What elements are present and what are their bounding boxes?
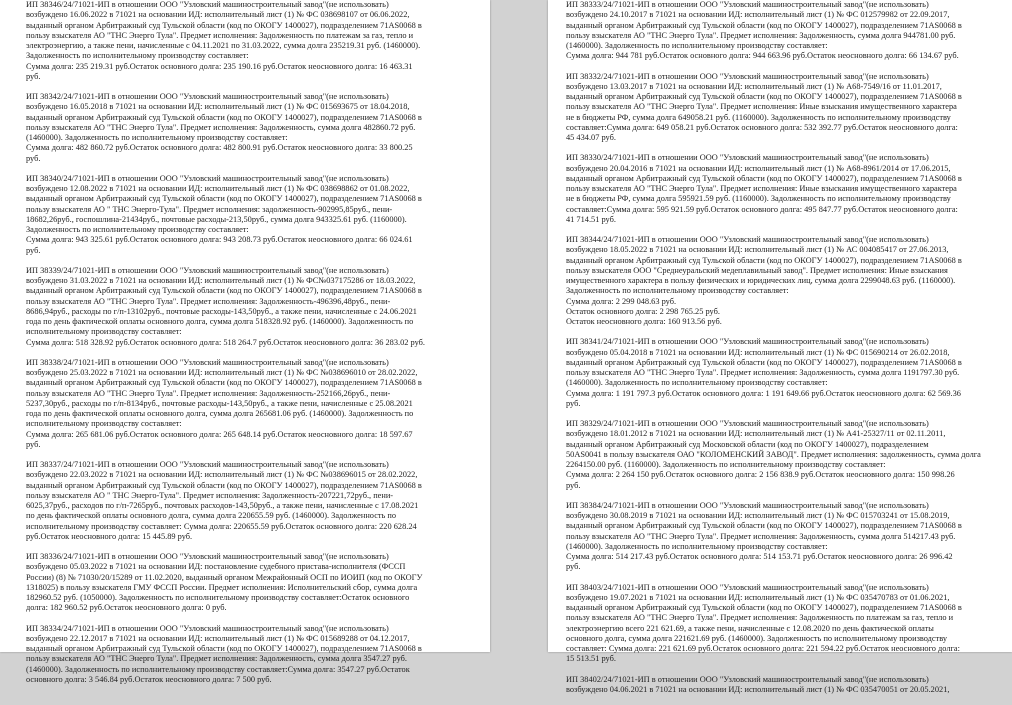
- enforcement-entry: [566, 72, 1004, 154]
- entry-text-line: руб.: [566, 399, 1004, 409]
- entry-text-line: Сумма долга: 944 781 руб.Остаток основного долга: 944 663.96 руб.Остаток неосновного долга: 66 134.67 руб.: [566, 51, 1004, 61]
- entry-text-line: 6025,37руб., расходов по г/п-7265руб., почтовых расходов-143,50руб., а также пени, начисленные с 17.08.2021: [26, 501, 478, 511]
- entry-text-line: (1460000). Задолженность по исполнительному производству составляет:: [566, 378, 1004, 388]
- entry-text-line: 182960.52 руб. (1050000). Задолженность по исполнительному производству составляет:Остаток основного: [26, 593, 478, 603]
- entry-text-line: (1460000). Задолженность по исполнительному производству составляет:: [566, 542, 1004, 552]
- entry-text-line: возбуждено 13.03.2017 в 71021 на основании ИД: исполнительный лист (1) № А68-7549/16 от 11.01.2017,: [566, 82, 1004, 92]
- entry-text-line: 8686,94руб., расходы по г/п-13102руб., почтовые расходы-143,50руб., а также пени, начисленные с 24.06.2021: [26, 307, 478, 317]
- entry-text-line: 45 434.07 руб.: [566, 133, 1004, 143]
- entry-text-line: возбуждено 25.03.2022 в 71021 на основании ИД: исполнительный лист (1) № ФС №038696010 от 28.02.2022,: [26, 368, 478, 378]
- entry-text-line: пользу взыскателя АО "ТНС Энерго Тула". Предмет исполнения: Задолженность-252166,26руб., пени-: [26, 389, 478, 399]
- entry-text-line: составляет:Сумма долга: 595 921.59 руб.Остаток основного долга: 495 847.77 руб.Остаток неосновного долга:: [566, 205, 1004, 215]
- entry-text-line: ИП 38334/24/71021-ИП в отношении ООО "Узловский машиностроительный завод"(не использовать): [26, 624, 478, 634]
- entry-text-line: составляет: Сумма долга: 221 621.69 руб.Остаток основного долга: 221 594.22 руб.Остаток неосновного долга:: [566, 644, 1004, 654]
- entry-text-line: Сумма долга: 514 217.43 руб.Остаток основного долга: 514 153.71 руб.Остаток неосновного долга: 26 996.42: [566, 552, 1004, 562]
- entry-text-line: ИП 38338/24/71021-ИП в отношении ООО "Узловский машиностроительный завод"(не использовать): [26, 358, 478, 368]
- enforcement-entry: [26, 552, 478, 624]
- entry-text-line: возбуждено 16.06.2022 в 71021 на основании ИД: исполнительный лист (1) № ФС 038698107 от 06.06.2022,: [26, 10, 478, 20]
- entry-text-line: ИП 38339/24/71021-ИП в отношении ООО "Узловский машиностроительный завод"(не использовать): [26, 266, 478, 276]
- entry-text-line: ИП 38403/24/71021-ИП в отношении ООО "Узловский машиностроительный завод"(не использовать): [566, 583, 1004, 593]
- entry-text-line: ИП 38329/24/71021-ИП в отношении ООО "Узловский машиностроительный завод"(не использовать): [566, 419, 1004, 429]
- entry-text-line: руб.: [566, 481, 1004, 491]
- entry-text-line: возбуждено 20.04.2016 в 71021 на основании ИД: исполнительный лист (1) № А68-8961/2014 от 17.06.2015,: [566, 164, 1004, 174]
- entry-separator: [26, 614, 478, 624]
- entry-text-line: пользу взыскателя АО "ТНС Энерго Тула". Предмет исполнения: Иные взыскания имущественного характера: [566, 102, 1004, 112]
- entry-text-line: руб.: [26, 246, 478, 256]
- entry-separator: [26, 685, 478, 695]
- entries-list-left: [0, 0, 490, 695]
- entry-text-line: выданный органом Арбитражный суд Тульской области (код по ОКОГУ 1400027), подразделением 71AS0068 в: [566, 92, 1004, 102]
- entry-text-line: выданный органом Арбитражный суд Тульской области (код по ОКОГУ 1400027), подразделением 71AS0068 в: [566, 603, 1004, 613]
- entry-text-line: России) (8) № 71030/20/15289 от 11.02.2020, выданный органом Межрайонный ОСП по ИОИП (код по ОКОГУ: [26, 573, 478, 583]
- entry-text-line: возбуждено 05.04.2018 в 71021 на основании ИД: исполнительный лист (1) № ФС 015690214 от 26.02.2018,: [566, 348, 1004, 358]
- entries-list-right: [548, 0, 1012, 705]
- entry-text-line: ИП 38330/24/71021-ИП в отношении ООО "Узловский машиностроительный завод"(не использовать): [566, 153, 1004, 163]
- entry-text-line: ИП 38346/24/71021-ИП в отношении ООО "Узловский машиностроительный завод"(не использовать): [26, 0, 478, 10]
- entry-text-line: года по день фактической оплаты основного долга, сумма долга 518328.92 руб. (1460000). Задолженность по: [26, 317, 478, 327]
- enforcement-entry: [566, 419, 1004, 501]
- entry-text-line: возбуждено 22.12.2017 в 71021 на основании ИД: исполнительный лист (1) № ФС 015689288 от 04.12.2017,: [26, 634, 478, 644]
- entry-text-line: выданный органом Арбитражный суд Тульской области (код по ОКОГУ 1400027), подразделением 71AS0068 в: [26, 21, 478, 31]
- entry-text-line: ИП 38402/24/71021-ИП в отношении ООО "Узловский машиностроительный завод"(не использовать): [566, 675, 1004, 685]
- entry-text-line: руб.Остаток неосновного долга: 15 445.89 руб.: [26, 532, 478, 542]
- entry-text-line: возбуждено 18.01.2012 в 71021 на основании ИД: исполнительный лист (1) № А41-25327/11 от 02.11.2011,: [566, 429, 1004, 439]
- entry-text-line: Задолженность по исполнительному производству составляет:: [26, 51, 478, 61]
- entry-text-line: ИП 38337/24/71021-ИП в отношении ООО "Узловский машиностроительный завод"(не использовать): [26, 460, 478, 470]
- enforcement-entry: [566, 235, 1004, 337]
- entry-text-line: 5237,30руб., расходы по г/п-8134руб., почтовые расходы-143,50руб., а также пени, начисленные с 25.08.2021: [26, 399, 478, 409]
- entry-text-line: пользу взыскателя АО "ТНС Энерго Тула". Предмет исполнения: Задолженность, сумма долга 3547.27 руб.: [26, 654, 478, 664]
- entry-text-line: ИП 38333/24/71021-ИП в отношении ООО "Узловский машиностроительный завод"(не использовать): [566, 0, 1004, 10]
- entry-text-line: руб.: [26, 154, 478, 164]
- entry-text-line: 1318025) в пользу взыскателя ГМУ ФССП России. Предмет исполнения: Исполнительский сбор, сумма долга: [26, 583, 478, 593]
- entry-text-line: пользу взыскателя АО "ТНС Энерго Тула". Предмет исполнения: Задолженность, сумма долга 944781.00 руб.: [566, 31, 1004, 41]
- entry-text-line: возбуждено 19.07.2021 в 71021 на основании ИД: исполнительный лист (1) № ФС 035470783 от 01.06.2021,: [566, 593, 1004, 603]
- entry-separator: [566, 573, 1004, 583]
- entry-text-line: руб.: [26, 72, 478, 82]
- entry-text-line: выданный органом Арбитражный суд Тульской области (код по ОКОГУ 1400027), подразделением 71AS0068 в: [26, 194, 478, 204]
- enforcement-entry: [566, 675, 1004, 705]
- entry-text-line: (1460000). Задолженность по исполнительному производству составляет:: [566, 41, 1004, 51]
- entry-text-line: 50AS0041 в пользу взыскателя ОАО "КОЛОМЕНСКИЙ ЗАВОД". Предмет исполнения: задолженность, сумма долга: [566, 450, 1004, 460]
- entry-text-line: пользу взыскателя АО " ТНС Энерго-Тула". Предмет исполнения: задолженность-902995,85руб., пени-: [26, 205, 478, 215]
- entry-text-line: выданный органом Арбитражный суд Тульской области (код по ОКОГУ 1400027), подразделением 71AS0068 в: [566, 521, 1004, 531]
- entry-text-line: ИП 38342/24/71021-ИП в отношении ООО "Узловский машиностроительный завод"(не использовать): [26, 92, 478, 102]
- entry-text-line: Задолженность по исполнительному производству составляет:: [566, 286, 1004, 296]
- entry-separator: [26, 256, 478, 266]
- entry-text-line: основного долга: 3 546.84 руб.Остаток неосновного долга: 7 500 руб.: [26, 675, 478, 685]
- entry-text-line: возбуждено 04.06.2021 в 71021 на основании ИД: исполнительный лист (1) № ФС 035470051 от 20.05.2021,: [566, 685, 1004, 695]
- entry-text-line: 2264150.00 руб. (1160000). Задолженность по исполнительному производству составляет:: [566, 460, 1004, 470]
- entry-text-line: ИП 38336/24/71021-ИП в отношении ООО "Узловский машиностроительный завод"(не использовать): [26, 552, 478, 562]
- entry-text-line: не в бюджеты РФ, сумма долга 649058.21 руб. (1160000). Задолженность по исполнительному производству: [566, 113, 1004, 123]
- entry-text-line: возбуждено 30.08.2019 в 71021 на основании ИД: исполнительный лист (1) № ФС 015703241 от 15.08.2019,: [566, 511, 1004, 521]
- enforcement-entry: [26, 0, 478, 92]
- entry-separator: [566, 665, 1004, 675]
- entry-text-line: пользу взыскателя АО "ТНС Энерго Тула". Предмет исполнения: Задолженность, сумма долга 482860.72 руб.: [26, 123, 478, 133]
- entry-text-line: выданный органом Арбитражный суд Тульской области (код по ОКОГУ 1400027), подразделением 71AS0068 в: [26, 378, 478, 388]
- entry-separator: [566, 491, 1004, 501]
- entry-text-line: 41 714.51 руб.: [566, 215, 1004, 225]
- entry-text-line: ИП 38332/24/71021-ИП в отношении ООО "Узловский машиностроительный завод"(не использовать): [566, 72, 1004, 82]
- entry-text-line: выданный органом Арбитражный суд Тульской области (код по ОКОГУ 1400027), подразделением 71AS0068 в: [26, 644, 478, 654]
- entry-text-line: пользу взыскателя ООО "Среднеуральский медеплавильный завод". Предмет исполнения: Иные взыскания: [566, 266, 1004, 276]
- entry-text-line: Остаток основного долга: 2 298 765.25 руб.: [566, 307, 1004, 317]
- entry-text-line: пользу взыскателя АО "ТНС Энерго Тула". Предмет исполнения: Задолженность по платежам за газ, тепло и: [26, 31, 478, 41]
- entry-text-line: основного долга, сумма долга 221621.69 руб. (1460000). Задолженность по исполнительному производству: [566, 634, 1004, 644]
- entry-text-line: составляет:Сумма долга: 649 058.21 руб.Остаток основного долга: 532 392.77 руб.Остаток неосновного долга:: [566, 123, 1004, 133]
- entry-text-line: (1460000). Задолженность по исполнительному производству составляет:: [26, 133, 478, 143]
- entry-separator: [26, 82, 478, 92]
- enforcement-entry: [26, 174, 478, 266]
- entry-text-line: возбуждено 18.05.2022 в 71021 на основании ИД: исполнительный лист (1) № АС 004085417 от 27.06.2013,: [566, 245, 1004, 255]
- entry-text-line: ИП 38344/24/71021-ИП в отношении ООО "Узловский машиностроительный завод"(не использовать): [566, 235, 1004, 245]
- document-page-left: [0, 0, 490, 652]
- entry-text-line: выданный органом Арбитражный суд Тульской области (код по ОКОГУ 1400027), подразделением 71AS0068 в: [26, 481, 478, 491]
- entry-separator: [26, 348, 478, 358]
- enforcement-entry: [26, 460, 478, 552]
- entry-text-line: пользу взыскателя АО "ТНС Энерго Тула". Предмет исполнения: Задолженность, сумма долга 514217.43 руб.: [566, 532, 1004, 542]
- entry-text-line: ИП 38384/24/71021-ИП в отношении ООО "Узловский машиностроительный завод"(не использовать): [566, 501, 1004, 511]
- entry-text-line: ИП 38341/24/71021-ИП в отношении ООО "Узловский машиностроительный завод"(не использовать): [566, 337, 1004, 347]
- entry-text-line: возбуждено 12.08.2022 в 71021 на основании ИД: исполнительный лист (1) № ФС 038698862 от 01.08.2022,: [26, 184, 478, 194]
- entry-text-line: исполнительному производству составляет:: [26, 419, 478, 429]
- entry-text-line: пользу взыскателя АО " ТНС Энерго-Тула". Предмет исполнения: Задолженность-207221,72руб., пени-: [26, 491, 478, 501]
- entry-text-line: электроэнергию всего 221 621.69, а также пени, начисленные с 12.08.2020 по день фактической оплаты: [566, 624, 1004, 634]
- entry-text-line: имущественного характера в пользу физических и юридических лиц, сумма долга 2299048.63 руб. (1160000).: [566, 276, 1004, 286]
- entry-text-line: Сумма долга: 1 191 797.3 руб.Остаток основного долга: 1 191 649.66 руб.Остаток неосновного долга: 62 569.36: [566, 389, 1004, 399]
- entry-text-line: Сумма долга: 235 219.31 руб.Остаток основного долга: 235 190.16 руб.Остаток неосновного долга: 16 463.31: [26, 62, 478, 72]
- entry-text-line: выданный органом Арбитражный суд Тульской области (код по ОКОГУ 1400027), подразделением 71AS0068 в: [566, 256, 1004, 266]
- enforcement-entry: [566, 501, 1004, 583]
- entry-text-line: года по день фактической оплаты основного долга, сумма долга 265681.06 руб. (1460000). Задолженность по: [26, 409, 478, 419]
- entry-text-line: Остаток неосновного долга: 160 913.56 руб.: [566, 317, 1004, 327]
- entry-text-line: выданный органом Арбитражный суд Тульской области (код по ОКОГУ 1400027), подразделением 71AS0068 в: [566, 358, 1004, 368]
- enforcement-entry: [26, 358, 478, 460]
- entry-text-line: возбуждено 05.03.2022 в 71021 на основании ИД: постановление судебного пристава-исполнителя (ФССП: [26, 562, 478, 572]
- entry-separator: [566, 695, 1004, 705]
- entry-separator: [566, 62, 1004, 72]
- entry-text-line: возбуждено 22.03.2022 в 71021 на основании ИД: исполнительный лист (1) № ФС №038696015 от 28.02.2022,: [26, 470, 478, 480]
- entry-separator: [26, 164, 478, 174]
- entry-text-line: Сумма долга: 482 860.72 руб.Остаток основного долга: 482 800.91 руб.Остаток неосновного долга: 33 800.25: [26, 143, 478, 153]
- entry-text-line: 15 513.51 руб.: [566, 654, 1004, 664]
- entry-separator: [566, 409, 1004, 419]
- enforcement-entry: [26, 266, 478, 358]
- entry-separator: [26, 450, 478, 460]
- entry-text-line: Сумма долга: 2 264 150 руб.Остаток основного долга: 2 156 838.9 руб.Остаток неосновного долга: 150 998.26: [566, 470, 1004, 480]
- entry-text-line: исполнительному производству составляет: Сумма долга: 220655.59 руб.Остаток основного долга: 220 628.24: [26, 522, 478, 532]
- entry-text-line: выданный органом Арбитражный суд Тульской области (код по ОКОГУ 1400027), подразделением 71AS0068 в: [566, 21, 1004, 31]
- entry-text-line: долга: 182 960.52 руб.Остаток неосновного долга: 0 руб.: [26, 603, 478, 613]
- entry-text-line: выданный органом Арбитражный суд Тульской области (код по ОКОГУ 1400027), подразделением 71AS0068 в: [26, 113, 478, 123]
- enforcement-entry: [566, 0, 1004, 72]
- entry-text-line: выданный органом Арбитражный суд Тульской области (код по ОКОГУ 1400027), подразделением 71AS0068 в: [566, 174, 1004, 184]
- entry-text-line: (1460000). Задолженность по исполнительному производству составляет:Сумма долга: 3547.27 руб.Остаток: [26, 665, 478, 675]
- entry-text-line: возбуждено 24.10.2017 в 71021 на основании ИД: исполнительный лист (1) № ФС 012579982 от 22.09.2017,: [566, 10, 1004, 20]
- entry-text-line: Задолженность по исполнительному производству составляет:: [26, 225, 478, 235]
- entry-text-line: Сумма долга: 265 681.06 руб.Остаток основного долга: 265 648.14 руб.Остаток неосновного долга: 18 597.67: [26, 430, 478, 440]
- enforcement-entry: [566, 337, 1004, 419]
- entry-text-line: руб.: [26, 440, 478, 450]
- entry-text-line: ИП 38340/24/71021-ИП в отношении ООО "Узловский машиностроительный завод"(не использовать): [26, 174, 478, 184]
- entry-text-line: Сумма долга: 943 325.61 руб.Остаток основного долга: 943 208.73 руб.Остаток неосновного долга: 66 024.61: [26, 235, 478, 245]
- entry-separator: [26, 542, 478, 552]
- entry-text-line: пользу взыскателя АО "ТНС Энерго Тула". Предмет исполнения: Задолженность по платежам за газ, тепло и: [566, 613, 1004, 623]
- entry-text-line: выданный органом Арбитражный суд Тульской области (код по ОКОГУ 1400027), подразделением 71AS0068 в: [26, 286, 478, 296]
- entry-text-line: руб.: [566, 562, 1004, 572]
- enforcement-entry: [566, 583, 1004, 675]
- entry-text-line: пользу взыскателя АО "ТНС Энерго Тула". Предмет исполнения: Задолженность, сумма долга 1191797.30 руб.: [566, 368, 1004, 378]
- entry-text-line: Сумма долга: 518 328.92 руб.Остаток основного долга: 518 264.7 руб.Остаток неосновного долга: 36 283.02 руб.: [26, 338, 478, 348]
- enforcement-entry: [26, 624, 478, 696]
- entry-text-line: Сумма долга: 2 299 048.63 руб.: [566, 297, 1004, 307]
- entry-separator: [566, 327, 1004, 337]
- entry-text-line: электроэнергию, а также пени, начисленные с 04.11.2021 по 31.03.2022, сумма долга 235219.31 руб. (1460000).: [26, 41, 478, 51]
- entry-text-line: по день фактической оплаты основного долга, сумма долга 220655.59 руб. (1460000). Задолженность по: [26, 511, 478, 521]
- entry-text-line: пользу взыскателя АО "ТНС Энерго Тула". Предмет исполнения: Задолженность-496396,48руб., пени-: [26, 297, 478, 307]
- entry-text-line: 18682,26руб., госпошлина-21434руб., почтовые расходы-213,50руб., сумма долга 943325.61 руб. (1160000).: [26, 215, 478, 225]
- entry-text-line: выданный органом Арбитражный суд Московской области (код по ОКОГУ 1400027), подразделением: [566, 440, 1004, 450]
- enforcement-entry: [26, 92, 478, 174]
- entry-separator: [566, 225, 1004, 235]
- entry-text-line: возбуждено 31.03.2022 в 71021 на основании ИД: исполнительный лист (1) № ФС№037175286 от 18.03.2022,: [26, 276, 478, 286]
- entry-text-line: возбуждено 16.05.2018 в 71021 на основании ИД: исполнительный лист (1) № ФС 015693675 от 18.04.2018,: [26, 102, 478, 112]
- entry-separator: [566, 143, 1004, 153]
- entry-text-line: пользу взыскателя АО "ТНС Энерго Тула". Предмет исполнения: Иные взыскания имущественного характера: [566, 184, 1004, 194]
- document-page-right: [548, 0, 1012, 652]
- entry-text-line: не в бюджеты РФ, сумма долга 595921.59 руб. (1160000). Задолженность по исполнительному производству: [566, 194, 1004, 204]
- enforcement-entry: [566, 153, 1004, 235]
- entry-text-line: исполнительному производству составляет:: [26, 327, 478, 337]
